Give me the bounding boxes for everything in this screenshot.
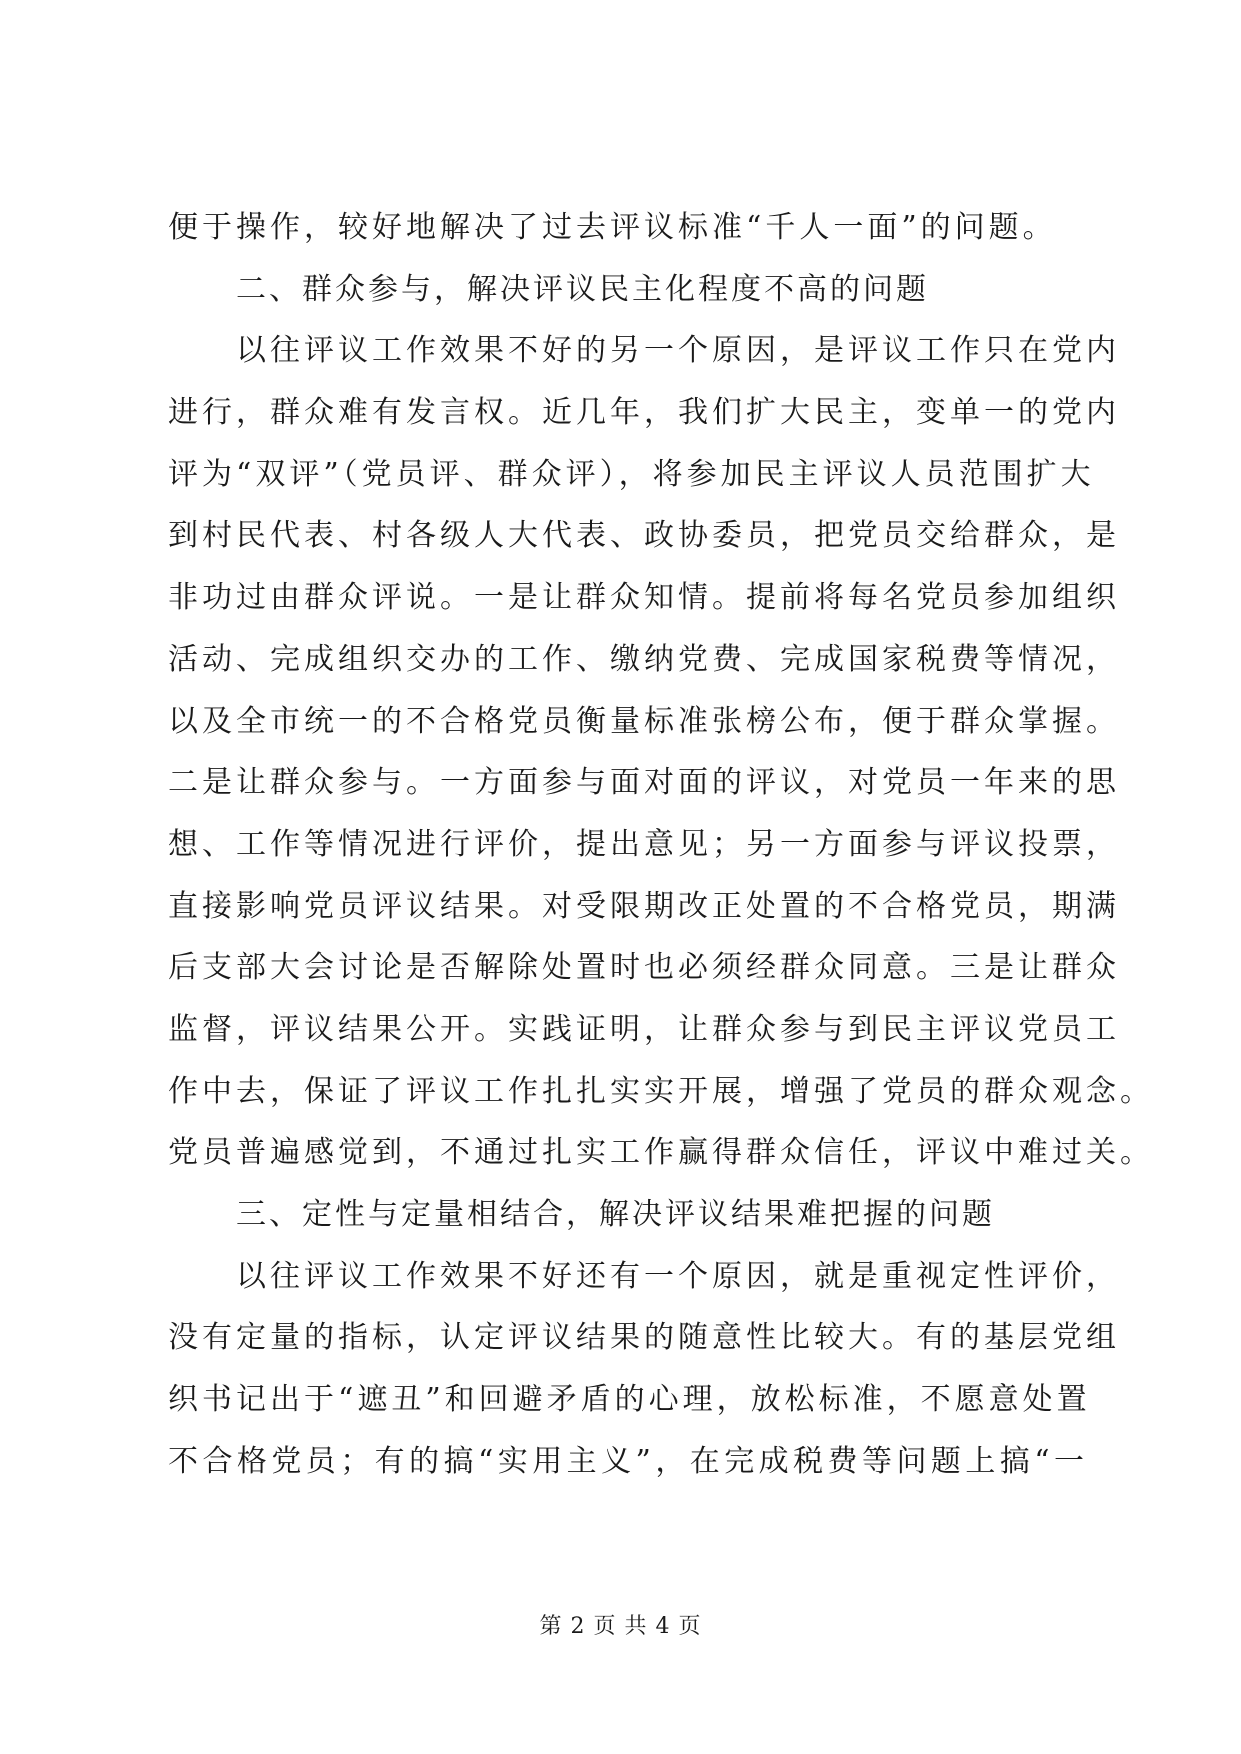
paragraph-line: 直接影响党员评议结果。对受限期改正处置的不合格党员，期满	[168, 888, 1120, 924]
paragraph-line: 到村民代表、村各级人大代表、政协委员，把党员交给群众，是	[168, 518, 1120, 554]
paragraph-line: 活动、完成组织交办的工作、缴纳党费、完成国家税费等情况，	[168, 641, 1120, 677]
paragraph-line: 党员普遍感觉到，不通过扎实工作赢得群众信任，评议中难过关。	[168, 1135, 1154, 1171]
paragraph-line: 进行，群众难有发言权。近几年，我们扩大民主，变单一的党内	[168, 395, 1120, 431]
paragraph-line: 监督，评议结果公开。实践证明，让群众参与到民主评议党员工	[168, 1011, 1120, 1047]
paragraph-line: 以往评议工作效果不好还有一个原因，就是重视定性评价，	[236, 1258, 1120, 1294]
page-number-footer: 第 2 页 共 4 页	[539, 1614, 702, 1639]
paragraph-line: 以往评议工作效果不好的另一个原因，是评议工作只在党内	[236, 333, 1120, 369]
paragraph-line: 非功过由群众评说。一是让群众知情。提前将每名党员参加组织	[168, 580, 1120, 616]
paragraph-line: 以及全市统一的不合格党员衡量标准张榜公布，便于群众掌握。	[168, 703, 1120, 739]
paragraph-line: 织书记出于“遮丑”和回避矛盾的心理，放松标准，不愿意处置	[168, 1382, 1091, 1418]
paragraph-line: 后支部大会讨论是否解除处置时也必须经群众同意。三是让群众	[168, 950, 1120, 986]
section-heading: 三、定性与定量相结合，解决评议结果难把握的问题	[236, 1197, 995, 1232]
paragraph-line: 想、工作等情况进行评价，提出意见；另一方面参与评议投票，	[168, 826, 1120, 862]
section-heading: 二、群众参与，解决评议民主化程度不高的问题	[236, 271, 929, 307]
paragraph-line: 不合格党员；有的搞“实用主义”，在完成税费等问题上搞“一	[168, 1443, 1088, 1479]
paragraph-line: 便于操作，较好地解决了过去评议标准“千人一面”的问题。	[168, 210, 1057, 245]
body-text	[168, 197, 1154, 1492]
paragraph-line: 没有定量的指标，认定评议结果的随意性比较大。有的基层党组	[168, 1320, 1120, 1356]
paragraph-line: 作中去，保证了评议工作扎扎实实开展，增强了党员的群众观念。	[168, 1073, 1154, 1109]
paragraph-line: 评为“双评”（党员评、群众评），将参加民主评议人员范围扩大	[168, 456, 1095, 492]
paragraph-line: 二是让群众参与。一方面参与面对面的评议，对党员一年来的思	[168, 765, 1120, 801]
